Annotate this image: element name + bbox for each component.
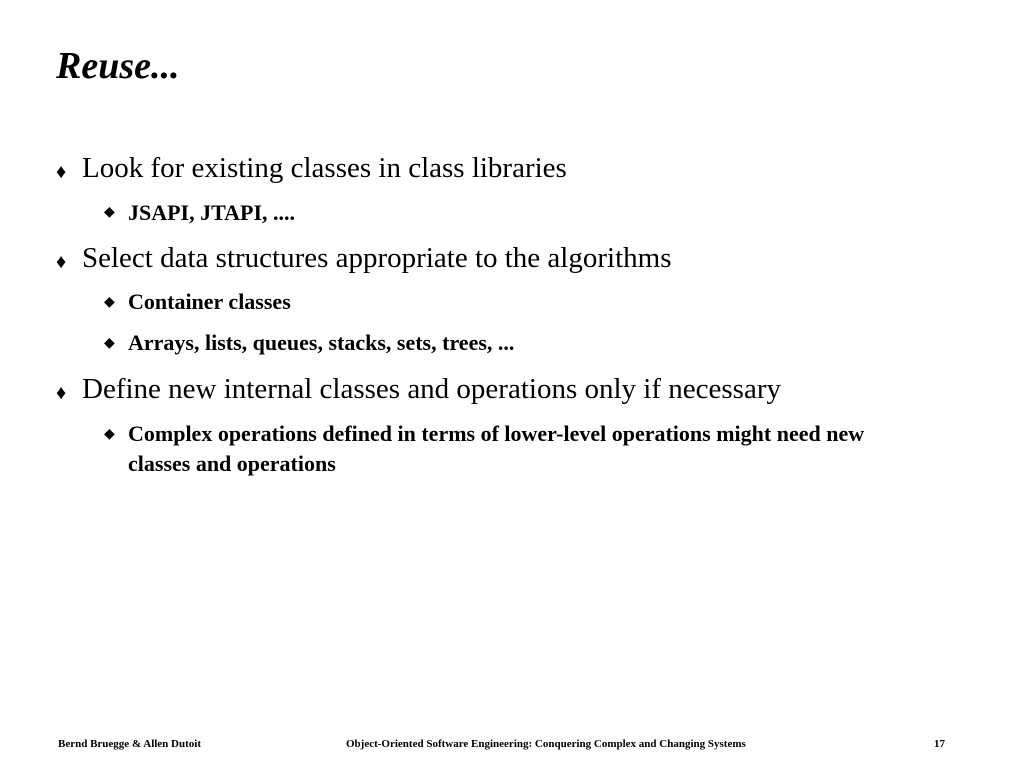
bullet-text: Define new internal classes and operations only if necessary xyxy=(82,373,781,405)
sub-bullet-text: Container classes xyxy=(128,289,291,314)
bullet-marker-icon: ♦ xyxy=(56,161,67,183)
sub-bullet-marker-icon: ◆ xyxy=(104,336,115,351)
sub-bullet-marker-icon: ◆ xyxy=(104,427,115,442)
bullet-text: Select data structures appropriate to the algorithms xyxy=(82,242,672,274)
sub-bullet-text: Complex operations defined in terms of lower-level operations might need new classes and operations xyxy=(128,421,865,476)
sub-bullet-marker-icon: ◆ xyxy=(104,295,115,310)
footer-book-title: Object-Oriented Software Engineering: Conquering Complex and Changing Systems xyxy=(346,738,746,750)
footer-authors: Bernd Bruegge & Allen Dutoit xyxy=(58,738,201,750)
bullet-marker-icon: ♦ xyxy=(56,251,67,273)
footer-page-number: 17 xyxy=(934,738,945,750)
slide-title: Reuse... xyxy=(56,45,180,87)
bullet-marker-icon: ♦ xyxy=(56,382,67,404)
bullet-text: Look for existing classes in class libraries xyxy=(82,152,567,184)
sub-bullet-marker-icon: ◆ xyxy=(104,205,115,220)
sub-bullet-text: Arrays, lists, queues, stacks, sets, trees, ... xyxy=(128,330,515,355)
sub-bullet-text: JSAPI, JTAPI, .... xyxy=(128,200,296,225)
